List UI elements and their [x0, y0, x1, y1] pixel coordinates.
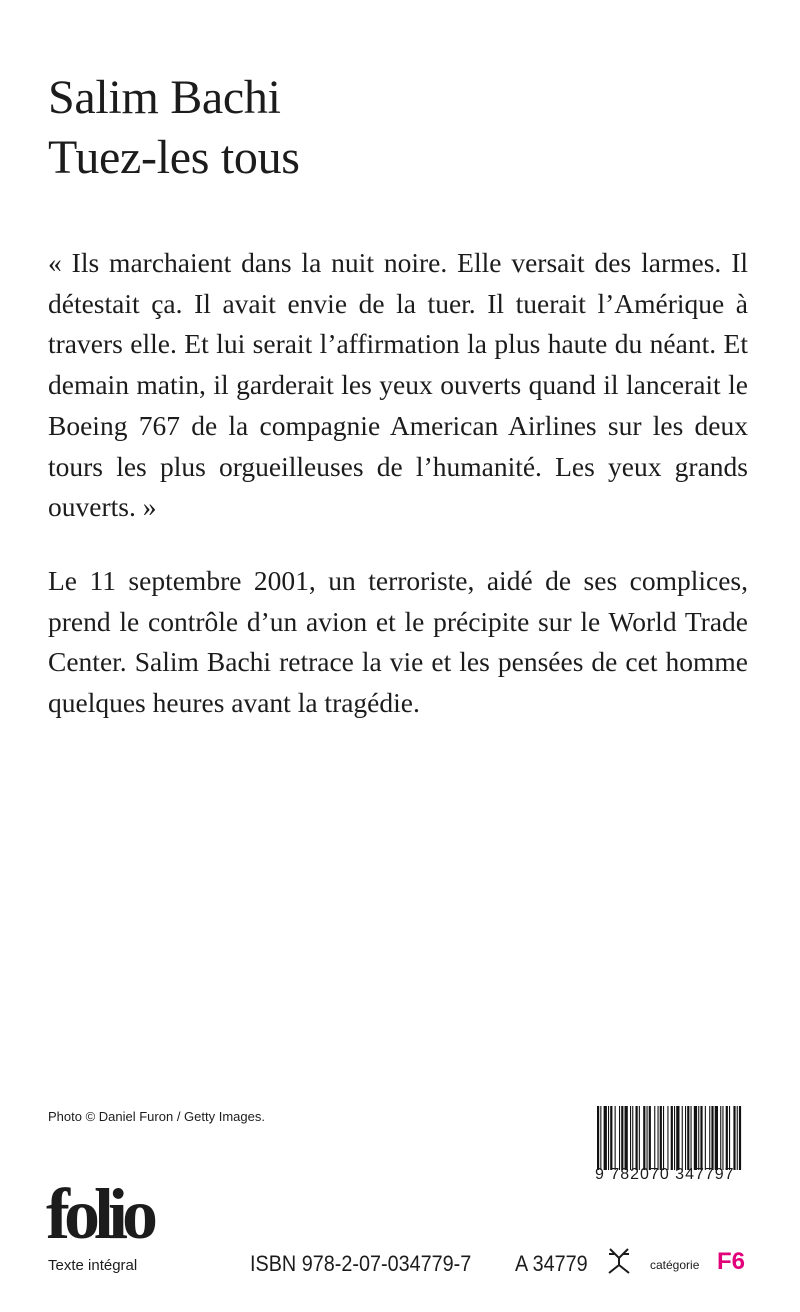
isbn-text: ISBN 978-2-07-034779-7 — [250, 1251, 472, 1276]
quote-paragraph: « Ils marchaient dans la nuit noire. Elle versait des larmes. Il détestait ça. Il avait envie de la tuer. Il tuerait l’Amérique à travers elle. Et lui serait l’affirmation la plus haute du néant. Et demain matin, il garderait les yeux ouverts quand il lancerait le Boeing 767 de la compagnie American Airlines sur les deux tours les plus orgueilleuses de l’humanité. Les yeux grands ouverts. » — [48, 247, 748, 523]
barcode — [597, 1106, 742, 1170]
book-title: Tuez-les tous — [48, 131, 300, 184]
header — [48, 68, 300, 188]
summary-paragraph: Le 11 septembre 2001, un terroriste, aidé de ses complices, prend le contrôle d’un avion et le précipite sur le World Trade Center. Salim Bachi retrace la vie et les pensées de cet homme quelques heures avant la tragédie. — [48, 565, 748, 719]
edition-label: Texte intégral — [48, 1257, 138, 1274]
reference-code: A 34779 — [515, 1251, 588, 1276]
photo-credit: Photo © Daniel Furon / Getty Images. — [48, 1109, 265, 1124]
gallimard-mark-icon — [605, 1246, 633, 1276]
category-code: F6 — [717, 1248, 746, 1275]
publisher-logo: folio — [46, 1174, 152, 1254]
category-label: catégorie — [650, 1258, 700, 1272]
author-name: Salim Bachi — [48, 71, 281, 124]
barcode-number: 9 782070 347797 — [595, 1166, 735, 1183]
